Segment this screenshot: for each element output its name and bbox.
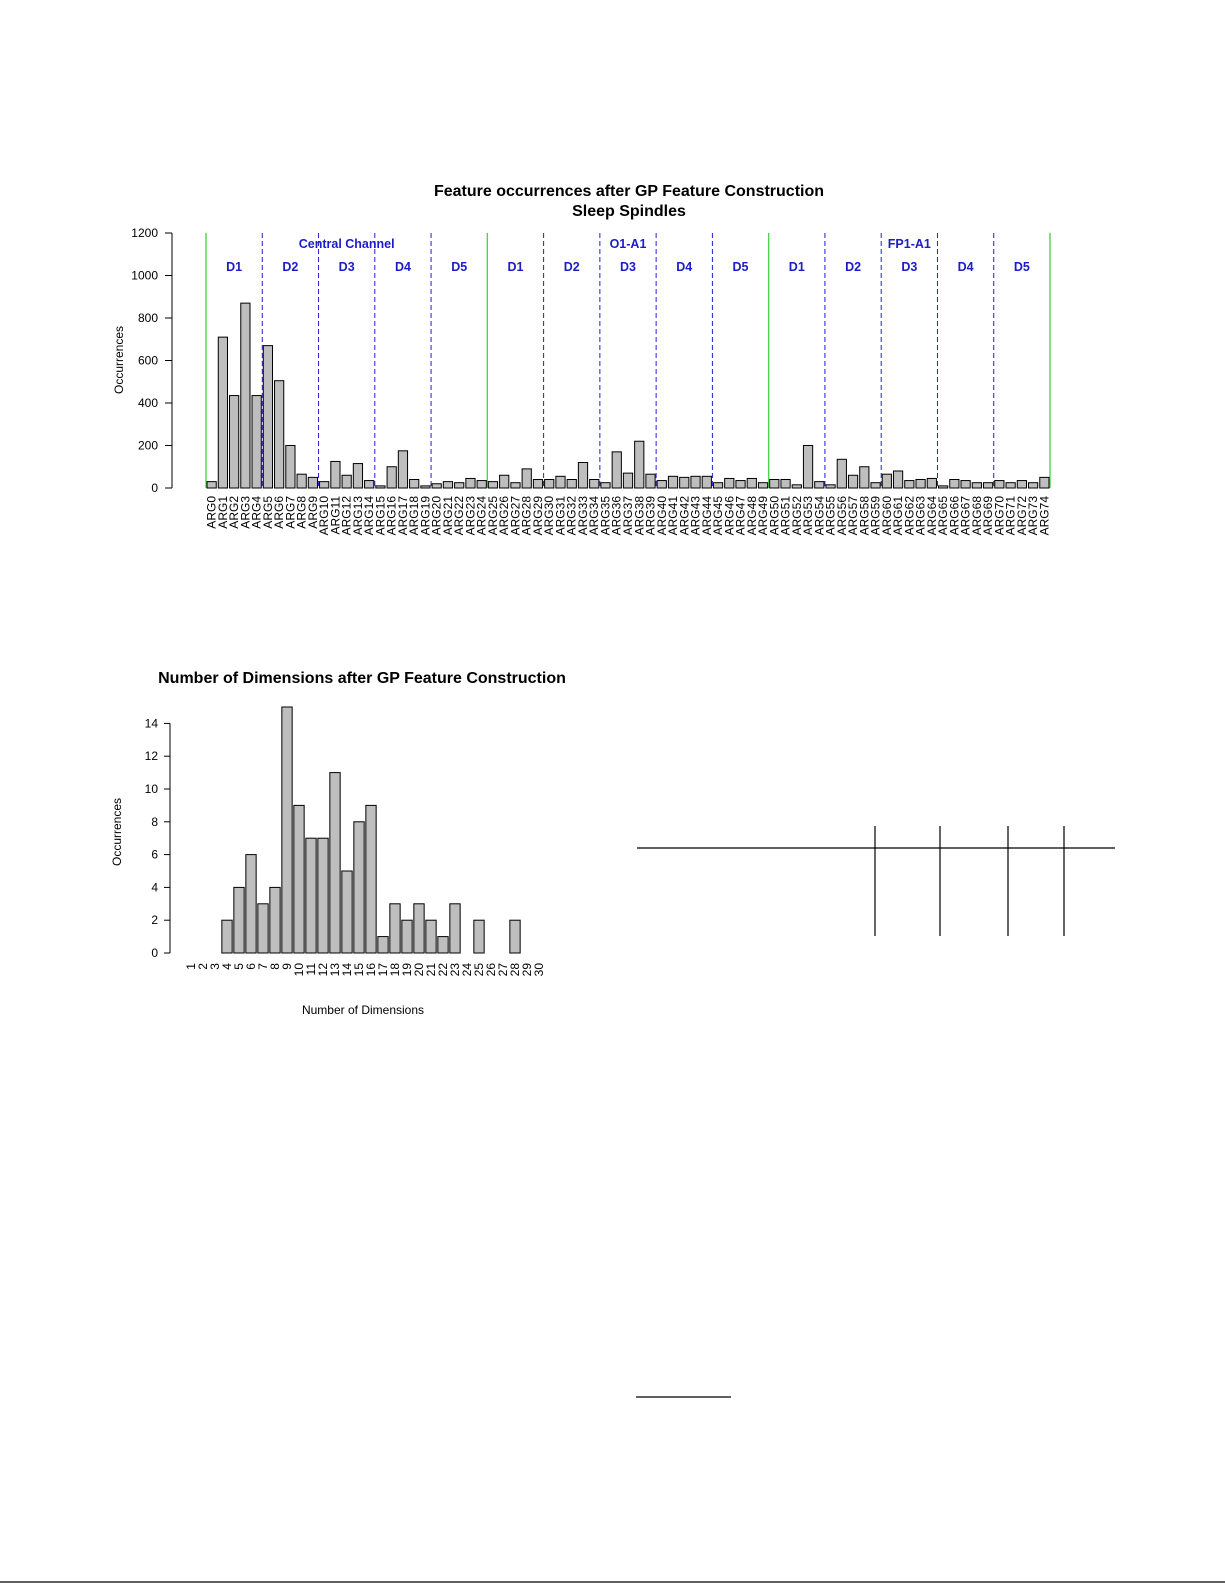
bar-arg6: [275, 381, 284, 488]
x-tick-label: 9: [280, 963, 294, 970]
bar-arg69: [983, 483, 992, 488]
y-tick-label: 8: [151, 814, 158, 829]
chart2-title: Number of Dimensions after GP Feature Construction: [158, 670, 566, 687]
y-tick-label: 600: [137, 353, 158, 368]
bar-arg67: [961, 481, 970, 488]
bar-arg62: [905, 481, 914, 488]
bar-arg49: [758, 483, 767, 488]
x-tick-label: ARG63: [913, 496, 928, 536]
band-label: D5: [1013, 260, 1030, 274]
x-tick-label: ARG33: [575, 496, 590, 536]
x-tick-label: ARG17: [395, 496, 410, 536]
x-tick-label: 8: [268, 963, 282, 970]
bar-arg66: [950, 480, 959, 489]
band-label: D1: [507, 260, 524, 274]
bar-arg61: [893, 471, 902, 488]
x-tick-label: ARG39: [643, 496, 658, 536]
x-tick-label: ARG3: [238, 496, 253, 529]
x-tick-label: ARG24: [474, 496, 489, 536]
x-tick-label: ARG29: [530, 496, 545, 536]
x-tick-label: ARG11: [328, 496, 343, 535]
x-tick-label: ARG60: [879, 496, 894, 536]
bar-arg74: [1040, 477, 1049, 488]
bar-arg26: [500, 475, 509, 488]
bar-arg19: [421, 486, 430, 488]
x-tick-label: ARG57: [846, 496, 861, 536]
bar-arg39: [646, 474, 655, 488]
bar-arg25: [488, 482, 497, 488]
x-tick-label: ARG23: [463, 496, 478, 536]
bar-arg68: [972, 483, 981, 488]
bar-arg27: [511, 483, 520, 488]
x-tick-label: ARG70: [992, 496, 1007, 536]
x-tick-label: 5: [232, 963, 246, 970]
bar-arg0: [207, 482, 216, 488]
x-tick-label: 21: [424, 963, 438, 977]
x-tick-label: ARG12: [339, 496, 354, 536]
bar-dim-22: [438, 937, 448, 953]
bar-arg30: [545, 480, 554, 489]
bar-arg47: [736, 481, 745, 488]
bar-arg56: [837, 459, 846, 488]
x-tick-label: ARG51: [778, 496, 793, 536]
x-tick-label: 30: [532, 963, 546, 977]
x-tick-label: 3: [208, 963, 222, 970]
bar-dim-5: [234, 887, 244, 953]
x-tick-label: ARG8: [294, 496, 309, 529]
x-tick-label: ARG62: [902, 496, 917, 536]
channel-label: O1-A1: [609, 237, 647, 251]
bar-arg40: [657, 481, 666, 488]
x-tick-label: ARG46: [722, 496, 737, 536]
bar-arg65: [938, 486, 947, 488]
bar-arg33: [578, 463, 587, 489]
x-tick-label: 18: [388, 963, 402, 977]
x-tick-label: ARG45: [711, 496, 726, 536]
bar-arg72: [1017, 481, 1026, 488]
x-tick-label: ARG37: [621, 496, 635, 536]
bar-arg64: [927, 478, 936, 488]
channel-label: Central Channel: [298, 237, 395, 251]
bar-arg38: [635, 441, 644, 488]
y-tick-label: 400: [137, 396, 158, 410]
y-tick-label: 0: [151, 946, 158, 960]
bar-arg8: [297, 474, 306, 488]
x-tick-label: ARG1: [215, 496, 230, 529]
x-tick-label: ARG30: [542, 496, 557, 536]
bar-arg1: [218, 337, 227, 488]
bar-arg63: [916, 480, 925, 489]
bar-arg15: [376, 486, 385, 488]
x-tick-label: ARG4: [249, 496, 264, 529]
x-tick-label: ARG71: [1003, 496, 1018, 536]
x-tick-label: ARG43: [688, 496, 703, 536]
bar-arg34: [590, 480, 599, 489]
x-tick-label: ARG13: [350, 496, 365, 536]
x-tick-label: ARG34: [587, 496, 602, 536]
x-tick-label: ARG15: [373, 496, 388, 536]
band-label: D4: [957, 260, 974, 274]
bar-arg3: [241, 303, 250, 488]
x-tick-label: ARG10: [317, 496, 332, 536]
x-tick-label: ARG74: [1037, 496, 1052, 536]
x-tick-label: ARG35: [598, 496, 613, 536]
bar-arg60: [882, 474, 891, 488]
x-tick-label: ARG9: [305, 496, 320, 529]
band-label: D5: [451, 260, 468, 274]
x-tick-label: ARG54: [812, 496, 827, 536]
bar-arg43: [691, 476, 700, 488]
bar-arg12: [342, 475, 351, 488]
bar-arg17: [398, 451, 407, 488]
x-tick-label: 22: [436, 963, 450, 977]
bar-arg2: [230, 396, 239, 488]
x-tick-label: 1: [184, 963, 198, 970]
bar-arg51: [781, 480, 790, 489]
bar-arg11: [331, 461, 340, 488]
x-tick-label: ARG53: [801, 496, 816, 536]
x-tick-label: ARG59: [868, 496, 883, 536]
x-tick-label: ARG66: [947, 496, 962, 536]
bar-arg9: [308, 477, 317, 488]
x-tick-label: ARG16: [384, 496, 399, 536]
chart1-y-axis-label: Occurrences: [112, 325, 126, 395]
bar-arg41: [668, 476, 677, 488]
x-tick-label: ARG50: [767, 496, 782, 536]
bar-dim-19: [402, 920, 412, 953]
bar-dim-20: [414, 904, 424, 953]
x-tick-label: ARG55: [823, 496, 838, 536]
chart1-subtitle: Sleep Spindles: [572, 203, 686, 220]
x-tick-label: ARG38: [632, 496, 647, 536]
x-tick-label: ARG40: [654, 496, 669, 536]
bar-arg14: [365, 481, 374, 488]
bar-arg13: [353, 464, 362, 488]
bar-dim-18: [390, 904, 400, 953]
bar-dim-23: [450, 904, 460, 953]
x-tick-label: ARG36: [609, 496, 624, 536]
band-label: D3: [338, 260, 355, 274]
x-tick-label: ARG26: [497, 496, 512, 536]
x-tick-label: ARG58: [857, 496, 872, 536]
bar-arg21: [443, 482, 452, 488]
x-tick-label: 16: [364, 963, 378, 977]
band-label: D2: [563, 260, 580, 274]
bar-dim-28: [510, 920, 520, 953]
x-tick-label: 10: [292, 963, 306, 977]
bar-dim-12: [318, 838, 328, 953]
band-label: D2: [282, 260, 299, 274]
bar-arg37: [623, 473, 632, 488]
x-tick-label: ARG61: [891, 496, 906, 536]
x-tick-label: ARG32: [564, 496, 579, 536]
bar-dim-25: [474, 920, 484, 953]
x-tick-label: 7: [256, 963, 270, 970]
band-label: D5: [732, 260, 749, 274]
x-tick-label: 20: [412, 963, 426, 977]
band-label: D1: [788, 260, 805, 274]
chart1-title: Feature occurrences after GP Feature Construction: [433, 183, 825, 200]
band-label: D4: [394, 260, 411, 274]
page-rules: [0, 826, 1225, 1582]
y-tick-label: 2: [151, 913, 158, 928]
chart2-x-axis-label: Number of Dimensions: [301, 1003, 425, 1017]
x-tick-label: 29: [520, 963, 534, 977]
bar-arg46: [725, 478, 734, 488]
x-tick-label: ARG0: [204, 496, 219, 529]
bar-dim-21: [426, 920, 436, 953]
y-tick-label: 4: [151, 880, 158, 895]
x-tick-label: ARG7: [283, 496, 298, 529]
x-tick-label: 6: [244, 963, 258, 970]
y-tick-label: 200: [137, 438, 158, 453]
bar-dim-10: [294, 805, 304, 953]
bar-arg23: [466, 478, 475, 488]
bar-arg10: [320, 482, 329, 488]
bar-dim-6: [246, 855, 256, 953]
bar-arg31: [556, 476, 565, 488]
bar-dim-7: [258, 904, 268, 953]
x-tick-label: ARG47: [733, 496, 748, 536]
x-tick-label: ARG49: [756, 496, 771, 536]
x-tick-label: ARG56: [834, 496, 849, 536]
x-tick-label: ARG48: [744, 496, 759, 536]
bar-dim-11: [306, 838, 316, 953]
x-tick-label: ARG19: [418, 496, 433, 536]
x-tick-label: 27: [496, 963, 510, 977]
bar-arg24: [477, 481, 486, 488]
bar-arg5: [263, 346, 272, 488]
bar-arg42: [680, 477, 689, 488]
x-tick-label: 28: [508, 963, 522, 977]
x-tick-label: 19: [400, 963, 414, 977]
band-label: D3: [901, 260, 918, 274]
x-tick-label: ARG44: [699, 496, 714, 536]
bar-arg55: [826, 485, 835, 488]
y-tick-label: 6: [151, 847, 158, 862]
y-tick-label: 0: [151, 481, 158, 495]
bar-arg48: [747, 478, 756, 488]
band-label: D1: [226, 260, 243, 274]
bar-arg71: [1006, 483, 1015, 488]
x-tick-label: 11: [304, 963, 318, 976]
bar-arg44: [702, 476, 711, 488]
bar-dim-8: [270, 887, 280, 953]
x-tick-label: 26: [484, 963, 498, 977]
bar-arg73: [1029, 483, 1038, 488]
feature-occurrences-chart: [112, 183, 1051, 535]
x-tick-label: ARG18: [407, 496, 422, 536]
bar-arg58: [860, 467, 869, 488]
x-tick-label: ARG31: [553, 496, 568, 536]
x-tick-label: ARG73: [1026, 496, 1041, 536]
x-tick-label: ARG21: [440, 496, 455, 536]
bar-arg29: [533, 480, 542, 489]
bar-arg28: [522, 469, 531, 488]
bar-arg20: [432, 484, 441, 488]
bar-arg32: [567, 480, 576, 489]
bar-arg70: [995, 481, 1004, 488]
x-tick-label: ARG6: [272, 496, 287, 529]
x-tick-label: ARG52: [789, 496, 804, 536]
bar-dim-15: [354, 822, 364, 953]
x-tick-label: 12: [316, 963, 330, 977]
y-tick-label: 10: [144, 782, 158, 796]
bar-dim-13: [330, 773, 340, 953]
bar-arg52: [792, 485, 801, 488]
band-label: D2: [845, 260, 862, 274]
y-tick-label: 800: [137, 311, 158, 325]
bar-dim-14: [342, 871, 352, 953]
band-label: D4: [676, 260, 693, 274]
x-tick-label: 24: [460, 963, 474, 977]
x-tick-label: ARG42: [677, 496, 692, 536]
channel-label: FP1-A1: [887, 237, 931, 251]
bar-arg54: [815, 482, 824, 488]
x-tick-label: ARG28: [519, 496, 534, 536]
bar-arg45: [713, 483, 722, 488]
y-tick-label: 14: [144, 716, 158, 731]
x-tick-label: 4: [220, 963, 234, 970]
x-tick-label: ARG14: [362, 496, 377, 536]
bar-arg4: [252, 396, 261, 488]
bar-arg50: [770, 480, 779, 489]
x-tick-label: ARG20: [429, 496, 444, 536]
bar-arg53: [803, 446, 812, 489]
x-tick-label: ARG41: [666, 496, 681, 536]
bar-arg22: [455, 483, 464, 488]
x-tick-label: ARG68: [969, 496, 984, 536]
x-tick-label: 2: [196, 963, 210, 970]
bar-arg18: [410, 480, 419, 489]
x-tick-label: ARG64: [924, 496, 939, 536]
bar-dim-16: [366, 805, 376, 953]
x-tick-label: ARG27: [508, 496, 523, 536]
x-tick-label: ARG22: [452, 496, 467, 536]
x-tick-label: ARG72: [1014, 496, 1029, 536]
x-tick-label: 13: [328, 963, 342, 977]
bar-arg36: [612, 452, 621, 488]
x-tick-label: ARG25: [485, 496, 500, 536]
y-tick-label: 1200: [131, 226, 158, 240]
band-label: D3: [620, 260, 636, 274]
x-tick-label: 17: [376, 963, 390, 977]
x-tick-label: ARG2: [227, 496, 242, 529]
x-tick-label: 25: [472, 963, 486, 977]
bar-arg7: [286, 446, 295, 489]
x-tick-label: 15: [352, 963, 366, 977]
x-tick-label: 23: [448, 963, 462, 977]
x-tick-label: ARG65: [936, 496, 951, 536]
bar-arg59: [871, 483, 880, 488]
bar-arg57: [848, 475, 857, 488]
bar-dim-17: [378, 937, 388, 953]
bar-arg35: [601, 483, 610, 488]
chart2-y-axis-label: Occurrences: [110, 797, 124, 867]
x-tick-label: 14: [340, 963, 354, 977]
bar-dim-9: [282, 707, 292, 953]
y-tick-label: 12: [144, 749, 158, 764]
y-tick-label: 1000: [131, 268, 158, 283]
bar-dim-4: [222, 920, 232, 953]
bar-arg16: [387, 467, 396, 488]
number-of-dimensions-chart: [110, 670, 566, 1017]
x-tick-label: ARG5: [260, 496, 275, 529]
x-tick-label: ARG67: [958, 496, 973, 536]
x-tick-label: ARG69: [981, 496, 996, 536]
